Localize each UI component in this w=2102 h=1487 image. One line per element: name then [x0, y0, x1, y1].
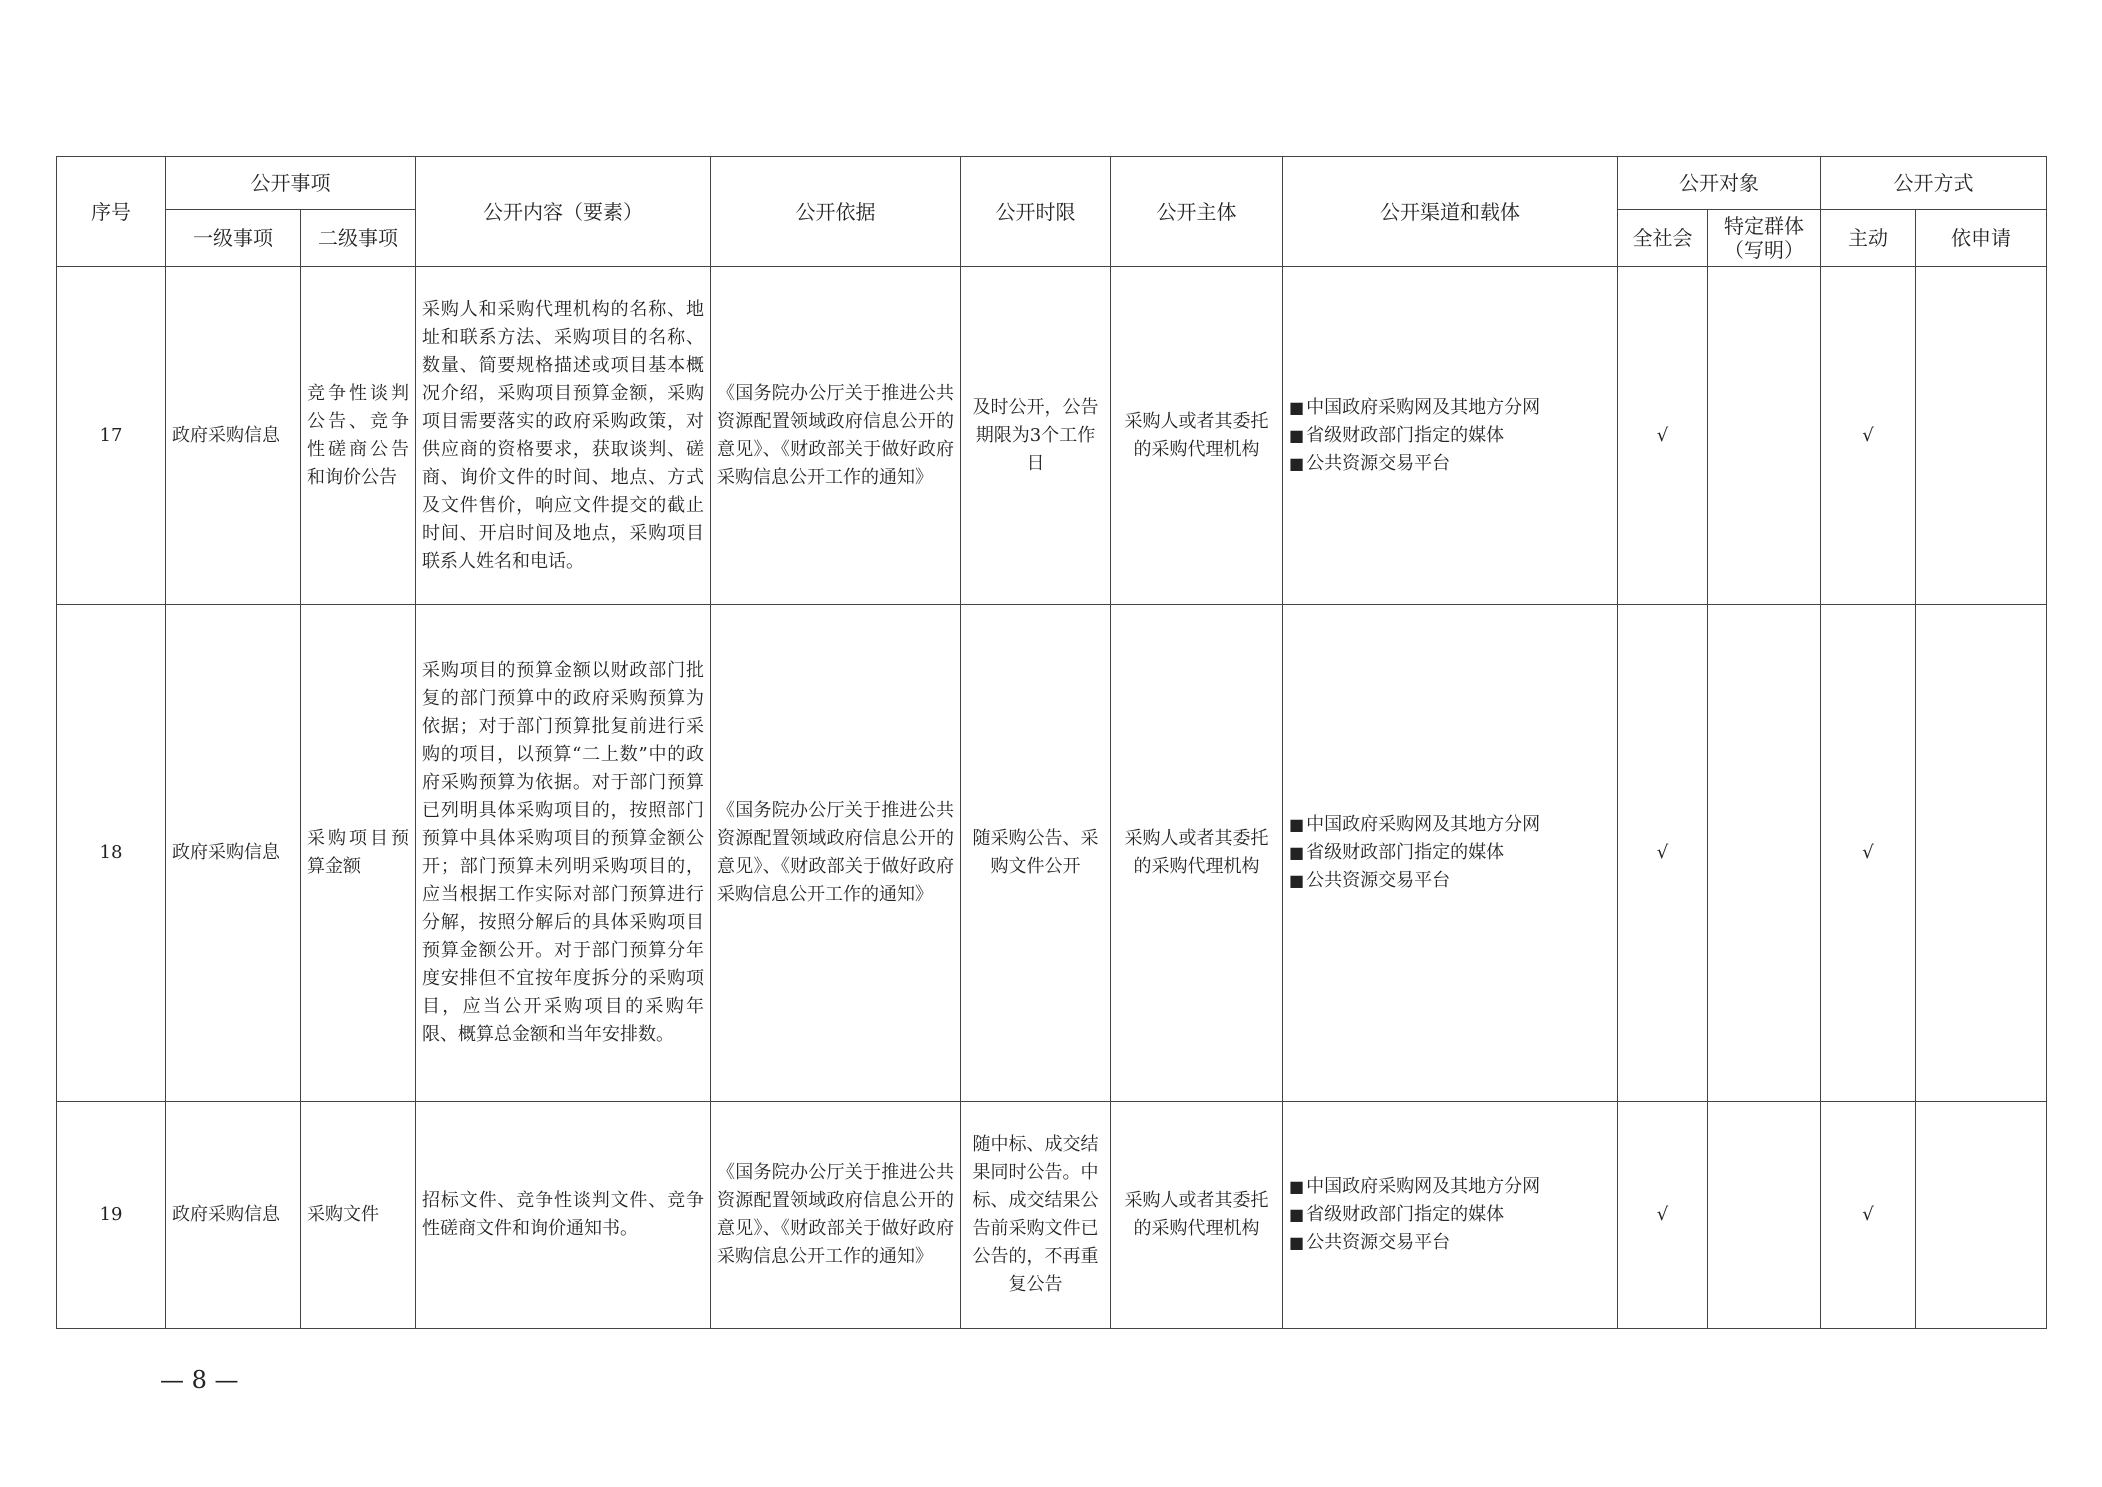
square-bullet-icon: ■ — [1289, 843, 1305, 862]
channel-item — [1289, 839, 1611, 867]
row-level2: 竞争性谈判公告、竞争性磋商公告和询价公告 — [301, 267, 416, 605]
row-time-limit: 及时公开，公告期限为3个工作日 — [961, 267, 1111, 605]
disclosure-table — [56, 156, 2047, 1329]
channel-item — [1289, 1173, 1611, 1201]
header-basis: 公开依据 — [711, 157, 961, 267]
row-basis: 《国务院办公厅关于推进公共资源配置领域政府信息公开的意见》、《财政部关于做好政府采购信息公开工作的通知》 — [711, 267, 961, 605]
row-audience-all: √ — [1618, 267, 1708, 605]
square-bullet-icon: ■ — [1289, 871, 1305, 890]
channel-text: 中国政府采购网及其地方分网 — [1306, 1176, 1541, 1197]
row-subject: 采购人或者其委托的采购代理机构 — [1111, 1102, 1283, 1329]
header-audience: 公开对象 — [1618, 157, 1821, 210]
row-method-active: √ — [1821, 267, 1916, 605]
header-channel: 公开渠道和载体 — [1283, 157, 1618, 267]
channel-item — [1289, 450, 1611, 478]
square-bullet-icon: ■ — [1289, 1205, 1305, 1224]
row-channels — [1283, 267, 1618, 605]
square-bullet-icon: ■ — [1289, 1177, 1305, 1196]
row-content: 招标文件、竞争性谈判文件、竞争性磋商文件和询价通知书。 — [416, 1102, 711, 1329]
header-audience-specific: 特定群体（写明） — [1708, 210, 1821, 267]
square-bullet-icon: ■ — [1289, 1233, 1305, 1252]
row-audience-all: √ — [1618, 1102, 1708, 1329]
row-level2: 采购项目预算金额 — [301, 605, 416, 1102]
square-bullet-icon: ■ — [1289, 397, 1305, 417]
row-content: 采购项目的预算金额以财政部门批复的部门预算中的政府采购预算为依据；对于部门预算批复前进行采购的项目，以预算“二上数”中的政府采购预算为依据。对于部门预算已列明具体采购项目的，按照部门预算中具体采购项目的预算金额公开；部门预算未列明采购项目的，应当根据工作实际对部门预算进行分解，按照分解后的具体采购项目预算金额公开。对于部门预算分年度安排但不宜按年度拆分的采购项目，应当公开采购项目的采购年限、概算总金额和当年安排数。 — [416, 605, 711, 1102]
header-method-request: 依申请 — [1916, 210, 2047, 267]
row-subject: 采购人或者其委托的采购代理机构 — [1111, 267, 1283, 605]
row-time-limit: 随中标、成交结果同时公告。中标、成交结果公告前采购文件已公告的，不再重复公告 — [961, 1102, 1111, 1329]
header-matter: 公开事项 — [166, 157, 416, 210]
row-method-request — [1916, 605, 2047, 1102]
channel-text: 公共资源交易平台 — [1306, 1232, 1451, 1253]
row-channels — [1283, 1102, 1618, 1329]
row-subject: 采购人或者其委托的采购代理机构 — [1111, 605, 1283, 1102]
channel-item — [1289, 867, 1611, 895]
row-seq: 17 — [57, 267, 166, 605]
channel-item — [1289, 1229, 1611, 1257]
row-method-active: √ — [1821, 1102, 1916, 1329]
table-row — [57, 267, 2047, 605]
row-time-limit: 随采购公告、采购文件公开 — [961, 605, 1111, 1102]
header-level2: 二级事项 — [301, 210, 416, 267]
row-seq: 18 — [57, 605, 166, 1102]
row-channels — [1283, 605, 1618, 1102]
square-bullet-icon: ■ — [1289, 425, 1305, 445]
square-bullet-icon: ■ — [1289, 453, 1305, 473]
channel-item — [1289, 811, 1611, 839]
row-audience-all: √ — [1618, 605, 1708, 1102]
header-audience-all: 全社会 — [1618, 210, 1708, 267]
channel-item — [1289, 394, 1611, 422]
row-audience-specific — [1708, 267, 1821, 605]
page-number: — 8 — — [160, 1366, 239, 1394]
header-method: 公开方式 — [1821, 157, 2047, 210]
channel-text: 省级财政部门指定的媒体 — [1306, 1204, 1505, 1225]
square-bullet-icon: ■ — [1289, 815, 1305, 834]
channel-text: 省级财政部门指定的媒体 — [1306, 424, 1505, 446]
row-level1: 政府采购信息 — [166, 267, 301, 605]
table-row — [57, 605, 2047, 1102]
header-seq: 序号 — [57, 157, 166, 267]
row-level2: 采购文件 — [301, 1102, 416, 1329]
row-basis: 《国务院办公厅关于推进公共资源配置领域政府信息公开的意见》、《财政部关于做好政府采购信息公开工作的通知》 — [711, 605, 961, 1102]
row-basis: 《国务院办公厅关于推进公共资源配置领域政府信息公开的意见》、《财政部关于做好政府采购信息公开工作的通知》 — [711, 1102, 961, 1329]
channel-text: 中国政府采购网及其地方分网 — [1306, 396, 1541, 418]
row-audience-specific — [1708, 1102, 1821, 1329]
header-subject: 公开主体 — [1111, 157, 1283, 267]
row-content: 采购人和采购代理机构的名称、地址和联系方法、采购项目的名称、数量、简要规格描述或项目基本概况介绍，采购项目预算金额，采购项目需要落实的政府采购政策，对供应商的资格要求，获取谈判、磋商、询价文件的时间、地点、方式及文件售价，响应文件提交的截止时间、开启时间及地点，采购项目联系人姓名和电话。 — [416, 267, 711, 605]
table-row — [57, 1102, 2047, 1329]
row-method-request — [1916, 1102, 2047, 1329]
channel-text: 公共资源交易平台 — [1306, 452, 1451, 474]
table-header — [57, 157, 2047, 267]
row-level1: 政府采购信息 — [166, 605, 301, 1102]
header-method-active: 主动 — [1821, 210, 1916, 267]
row-audience-specific — [1708, 605, 1821, 1102]
channel-item — [1289, 1201, 1611, 1229]
row-method-active: √ — [1821, 605, 1916, 1102]
header-content: 公开内容（要素） — [416, 157, 711, 267]
channel-text: 公共资源交易平台 — [1306, 870, 1451, 891]
row-method-request — [1916, 267, 2047, 605]
row-seq: 19 — [57, 1102, 166, 1329]
row-level1: 政府采购信息 — [166, 1102, 301, 1329]
channel-text: 省级财政部门指定的媒体 — [1306, 842, 1505, 863]
table-body — [57, 267, 2047, 1329]
channel-text: 中国政府采购网及其地方分网 — [1306, 814, 1541, 835]
channel-item — [1289, 422, 1611, 450]
header-time-limit: 公开时限 — [961, 157, 1111, 267]
header-level1: 一级事项 — [166, 210, 301, 267]
